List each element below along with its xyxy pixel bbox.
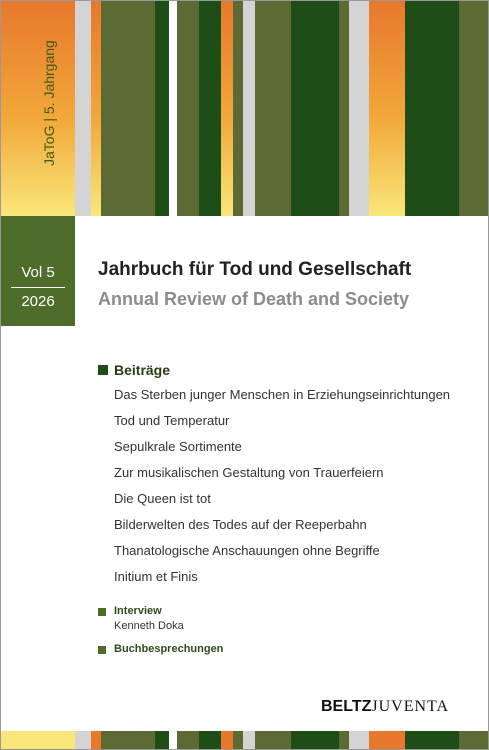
stripe [199,1,221,216]
square-bullet-icon [98,646,106,654]
stripe [291,1,339,216]
top-stripe-band [1,1,488,216]
volume-divider [11,287,65,288]
stripe [199,731,221,749]
reviews-heading: Buchbesprechungen [114,643,224,655]
stripe [255,1,291,216]
stripe [221,731,233,749]
publisher-logo [321,698,449,716]
stripe [349,1,369,216]
volume-number: Vol 5 [21,264,55,281]
stripe [405,1,459,216]
stripe [369,1,405,216]
article-item: Sepulkrale Sortimente [114,439,242,454]
stripe [1,1,75,216]
stripe [339,1,349,216]
stripe [243,1,255,216]
article-item: Thanatologische Anschauungen ohne Begriffe [114,543,380,558]
stripe [91,731,101,749]
interview-name: Kenneth Doka [114,620,184,632]
stripe [233,731,243,749]
volume-year: 2026 [21,293,55,310]
stripe [233,1,243,216]
stripe [349,731,369,749]
square-bullet-icon [98,608,106,616]
spine-label: JaToG | 5. Jahrgang [41,40,57,166]
contributions-heading: Beiträge [114,362,171,378]
stripe [177,731,199,749]
title-english: Annual Review of Death and Society [98,289,410,309]
article-item: Initium et Finis [114,569,198,584]
volume-box [1,216,75,326]
article-item: Zur musikalischen Gestaltung von Trauerfeiern [114,465,384,480]
publisher-name-part2: JUVENTA [371,698,450,715]
stripe [75,1,91,216]
stripe [155,1,169,216]
stripe [243,731,255,749]
article-item: Die Queen ist tot [114,491,211,506]
stripe [101,731,155,749]
stripe [291,731,339,749]
stripe [459,1,488,216]
interview-heading: Interview [114,605,162,617]
article-item: Bilderwelten des Todes auf der Reeperbahn [114,517,367,532]
stripe [221,1,233,216]
stripe [177,1,199,216]
stripe [255,731,291,749]
stripe [459,731,488,749]
title-german: Jahrbuch für Tod und Gesellschaft [98,259,412,280]
stripe [101,1,155,216]
square-bullet-icon [98,365,108,375]
stripe [91,1,101,216]
stripe [155,731,169,749]
article-item: Tod und Temperatur [114,413,230,428]
publisher-name-part1: BELTZ [321,698,372,715]
bottom-stripe-band [1,731,488,749]
stripe [339,731,349,749]
stripe [75,731,91,749]
stripe [405,731,459,749]
stripe [369,731,405,749]
article-item: Das Sterben junger Menschen in Erziehungseinrichtungen [114,387,451,402]
stripe [1,731,75,749]
